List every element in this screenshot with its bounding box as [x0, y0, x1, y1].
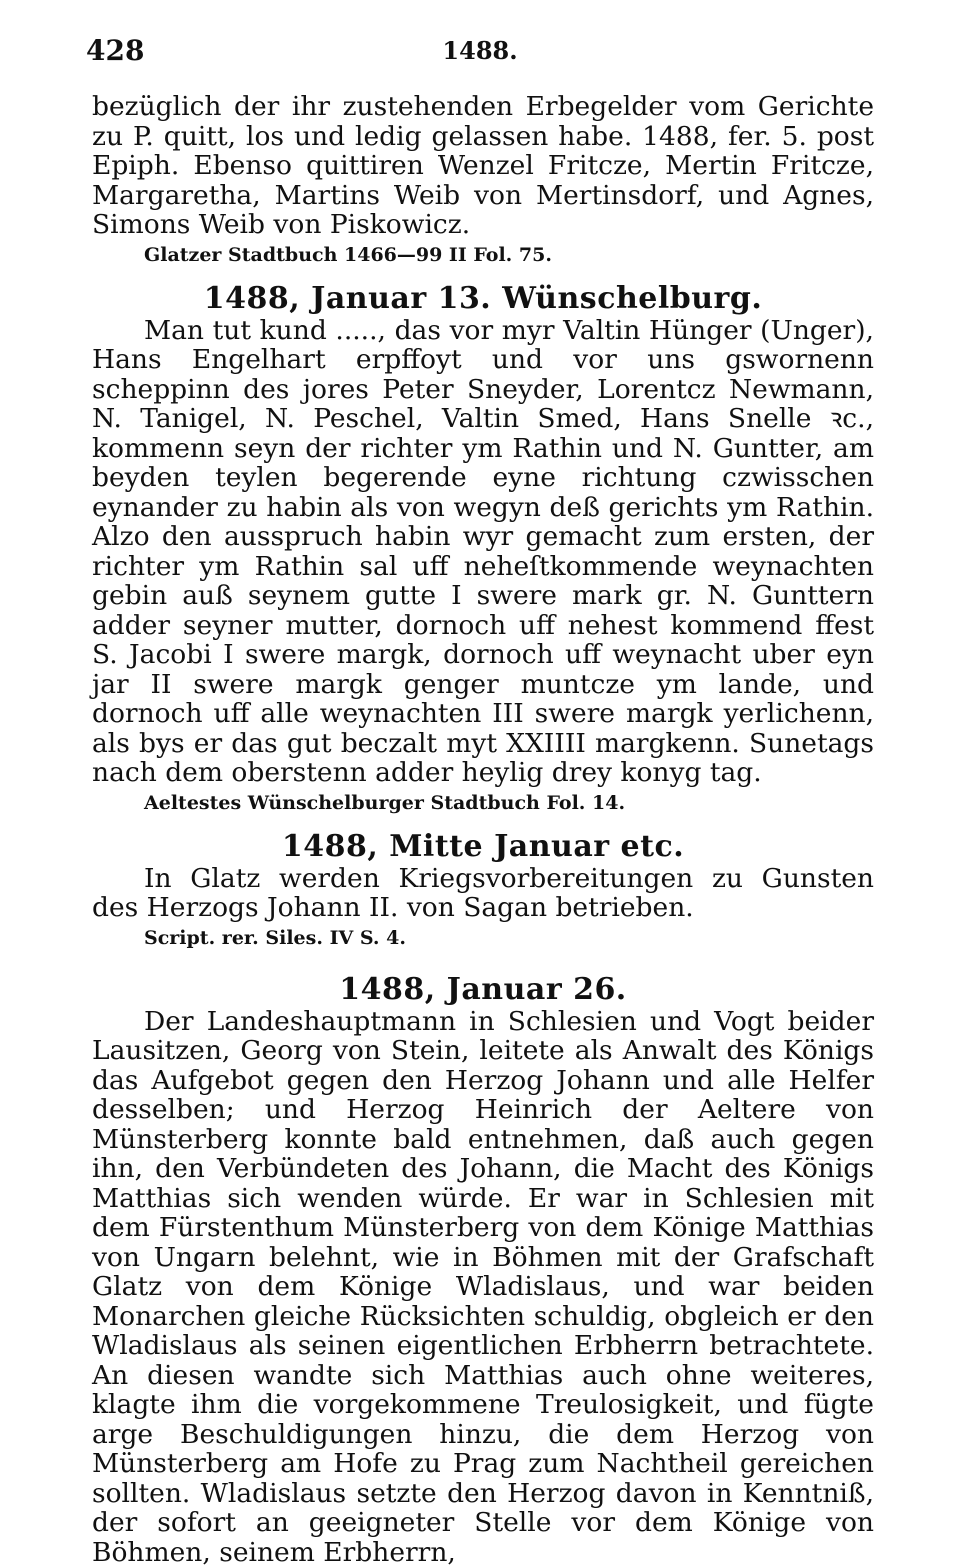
entry-continuation — [92, 92, 874, 268]
entry-heading: 1488, Mitte Januar etc. — [281, 828, 685, 864]
entry-heading: 1488, Januar 26. — [339, 971, 627, 1007]
entry-text: Der Landeshauptmann in Schlesien und Vogt beider Lausitzen, Georg von Stein, leitete als Anwalt des Königs das Aufgebot gegen den Herzog Johann und alle Helfer desselben; und Herzog Heinrich der Aeltere von Münsterberg konnte bald entnehmen, daß auch gegen ihn, den Verbündeten des Johann, die Macht des Königs Matthias sich wenden würde. Er war in Schlesien mit dem Fürstenthum Münsterberg von dem Könige Matthias von Ungarn belehnt, wie in Böhmen mit der Grafschaft Glatz von dem Könige Wladislaus, und war beiden Monarchen gleiche Rücksichten schuldig, obgleich er den Wladislaus als seinen eigentlichen Erbherrn betrachtete. An diesen wandte sich Matthias auch ohne weiteres, klagte ihm die vorgekommene Treulosigkeit, und fügte arge Beschuldigungen hinzu, die dem Herzog von Münsterberg am Hofe zu Prag zum Nachtheil gereichen sollten. Wladislaus setzte den Herzog davon in Kenntniß, der sofort an geeigneter Stelle vor dem Könige von Böhmen, seinem Erbherrn, — [92, 1005, 874, 1568]
page-number: 428 — [86, 34, 145, 67]
entry-1488-januar-26 — [92, 973, 874, 1568]
entry-text: bezüglich der ihr zustehenden Erbegelder vom Gerichte zu P. quitt, los und ledig gelassen habe. 1488, fer. 5. post Epiph. Ebenso quittiren Wenzel Fritcze, Mertin Fritcze, Margaretha, Martins Weib von Mertinsdorf, und Agnes, Simons Weib von Piskowicz. — [92, 91, 874, 240]
entry-1488-mitte-januar — [92, 830, 874, 951]
source-citation: Aeltestes Wünschelburger Stadtbuch Fol. 14. — [144, 791, 626, 814]
entry-text: Man tut kund ....., das vor myr Valtin Hünger (Unger), Hans Engelhart erpffoyt und vor uns gswornenn scheppinn des jores Peter Sneyder, Lorentcz Newmann, N. Tanigel, N. Peschel, Valtin Smed, Hans Snelle ꝛc., kommenn seyn der richter ym Rathin und N. Guntter, am beyden teylen begerende eyne richtung czwisschen eynander zu habin als von wegyn deß gerichts ym Rathin. Alzo den ausspruch habin wyr gemacht zum ersten, der richter ym Rathin sal uff neheſtkommende weynachten gebin auß seynem gutte I swere mark gr. N. Gunttern adder seyner mutter, dornoch uff nehest kommend ffest S. Jacobi I swere margk, dornoch uff weynacht uber eyn jar II swere margk genger muntcze ym lande, und dornoch uff alle weynachten III swere margk yerlichenn, als bys er das gut beczalt myt XXIIII margkenn. Sunetags nach dem oberstenn adder heylig drey konyg tag. — [92, 314, 874, 788]
source-citation: Glatzer Stadtbuch 1466—99 II Fol. 75. — [144, 243, 552, 266]
page-body — [92, 92, 874, 1567]
entry-text: In Glatz werden Kriegsvorbereitungen zu Gunsten des Herzogs Johann II. von Sagan betrieben. — [92, 862, 874, 923]
page-header — [0, 34, 960, 74]
source-citation: Script. rer. Siles. IV S. 4. — [144, 926, 406, 949]
running-title: 1488. — [442, 36, 518, 65]
entry-1488-januar-13 — [92, 282, 874, 816]
entry-heading: 1488, Januar 13. Wünschelburg. — [203, 280, 763, 316]
